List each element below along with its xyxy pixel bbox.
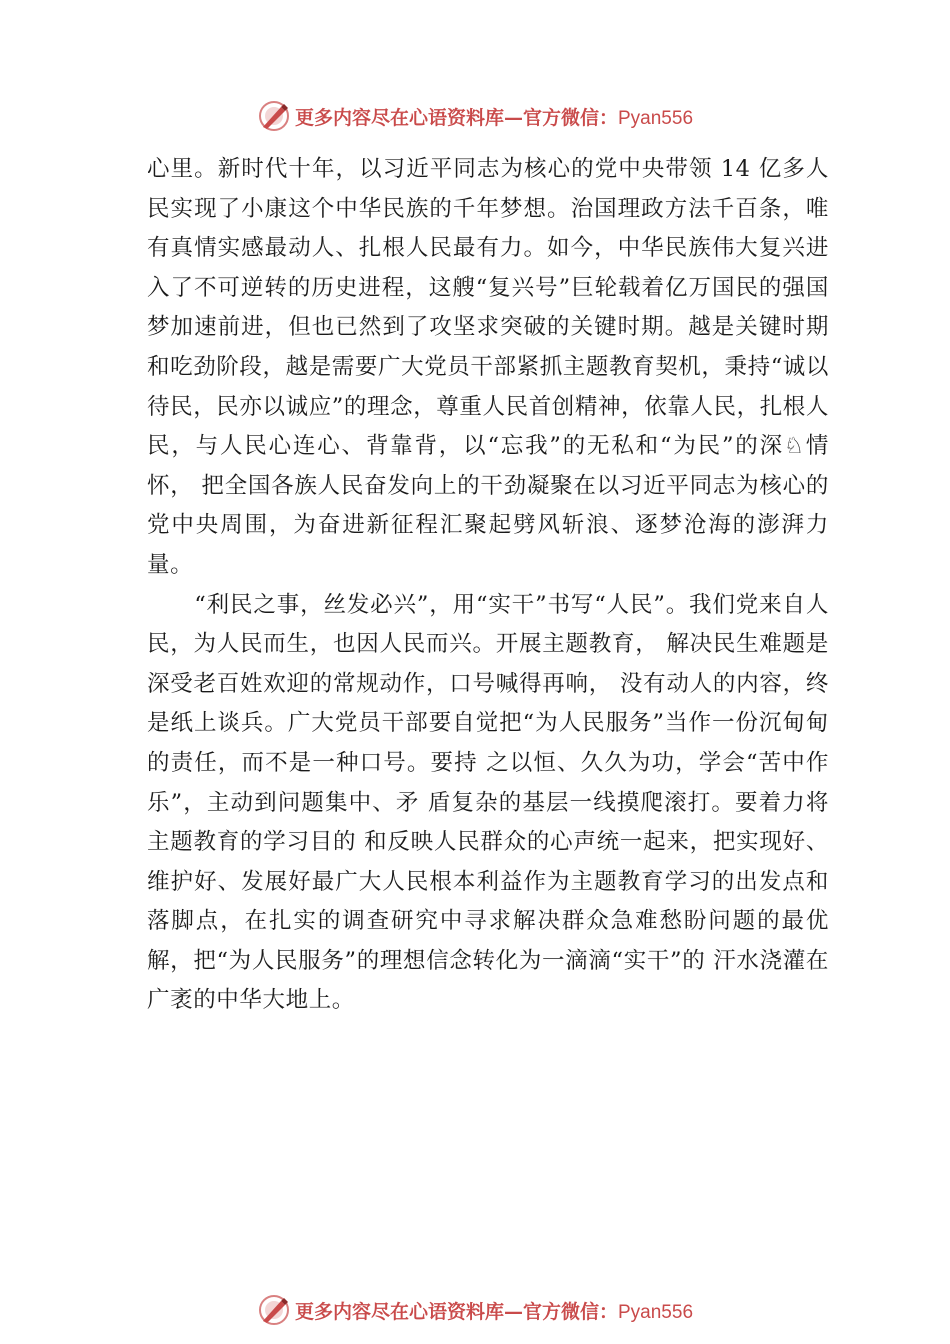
paragraph-2: “利民之事，丝发必兴”，用“实干”书写“人民”。我们党来自人民，为人民而生，也因人民而兴。开展主题教育， 解决民生难题是深受老百姓欢迎的常规动作，口号喊得再响， 没有动人的内容，终是纸上谈兵。广大党员干部要自觉把“为人民服务”当作一份沉甸甸的责任，而不是一种口号。要持 之以恒、久久为功，学会“苦中作乐”，主动到问题集中、矛 盾复杂的基层一线摸爬滚打。要着力将主题教育的学习目的 和反映人民群众的心声统一起来，把实现好、维护好、发展好最广大人民根本利益作为主题教育学习的出发点和落脚点，在扎实的调查研究中寻求解决群众急难愁盼问题的最优 解，把“为人民服务”的理想信念转化为一滴滴“实干”的 汗水浇灌在广袤的中华大地上。 bbox=[147, 591, 829, 1014]
pen-logo-icon bbox=[257, 99, 291, 133]
paragraph-1: 心里。新时代十年，以习近平同志为核心的党中央带领 14 亿多人民实现了小康这个中华民族的千年梦想。治国理政方法千百条，唯有真情实感最动人、扎根人民最有力。如今，中华民族伟大复兴进入了不可逆转的历史进程，这艘“复兴号”巨轮载着亿万国民的强国梦加速前进，但也已然到了攻坚求突破的关键时期。越是关键时期和吃劲阶段，越是需要广大党员干部紧抓主题教育契机，秉持“诚以待民，民亦以诚应”的理念，尊重人民首创精神，依靠人民，扎根人民，与人民心连心、背靠背，以“忘我”的无私和“为民”的深♘情怀， 把全国各族人民奋发向上的干劲凝聚在以习近平同志为核心的党中央周围，为奋进新征程汇聚起劈风斩浪、逐梦沧海的澎湃力量。 bbox=[147, 156, 830, 578]
footer-banner-text: 更多内容尽在心语资料库—官方微信：Pyan556 bbox=[294, 1300, 694, 1323]
document-body bbox=[147, 150, 829, 1021]
header-banner-text: 更多内容尽在心语资料库—官方微信：Pyan556 bbox=[294, 106, 694, 129]
pen-logo-icon bbox=[257, 1293, 291, 1327]
header-banner bbox=[0, 96, 950, 136]
footer-banner bbox=[0, 1290, 950, 1330]
